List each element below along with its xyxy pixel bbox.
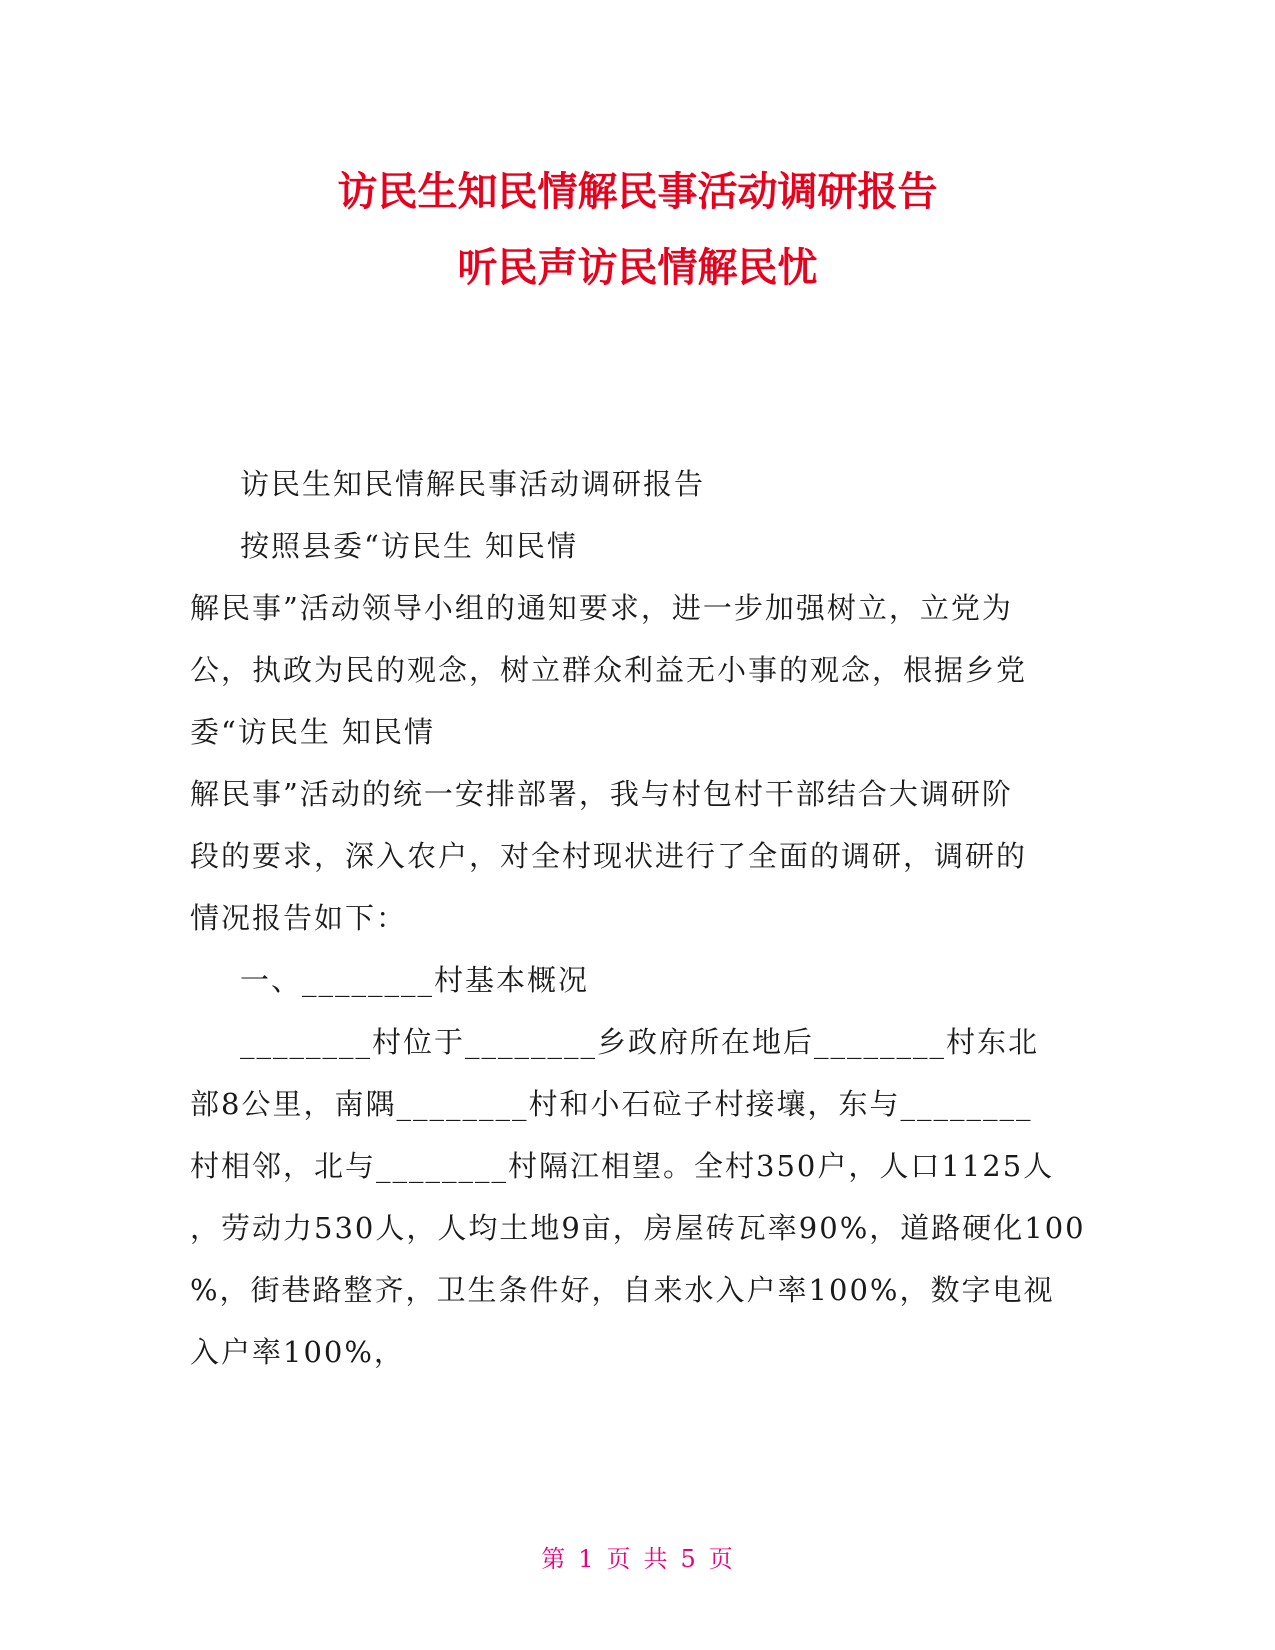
page-number	[0, 1547, 1275, 1571]
body-line-6: 解民事”活动的统一安排部署，我与村包村干部结合大调研阶	[190, 777, 1013, 811]
document-title: 访民生知民情解民事活动调研报告	[337, 169, 938, 215]
page-total-prefix: 共	[643, 1545, 669, 1573]
body-line-8: 情况报告如下：	[190, 901, 408, 935]
page-current: 1	[578, 1545, 595, 1573]
body-line-12: 村相邻，北与________村隔江相望。全村350户，人口1125人	[190, 1149, 1055, 1183]
page-suffix: 页	[708, 1545, 734, 1573]
body-line-7: 段的要求，深入农户，对全村现状进行了全面的调研，调研的	[190, 839, 1028, 873]
page-mid: 页	[606, 1545, 632, 1573]
body-line-3: 解民事”活动领导小组的通知要求，进一步加强树立，立党为	[190, 591, 1013, 625]
body-line-4: 公，执政为民的观念，树立群众利益无小事的观念，根据乡党	[190, 653, 1028, 687]
body-line-14: %，街巷路整齐，卫生条件好，自来水入户率100%，数字电视	[190, 1273, 1055, 1307]
body-line-10: ________村位于________乡政府所在地后________村东北	[240, 1025, 1040, 1059]
body-line-2: 按照县委“访民生 知民情	[240, 529, 579, 563]
body-line-13: ，劳动力530人，人均土地9亩，房屋砖瓦率90%，道路硬化100	[190, 1211, 1086, 1245]
body-line-5: 委“访民生 知民情	[190, 715, 436, 749]
document-subtitle: 听民声访民情解民忧	[457, 245, 818, 291]
page-prefix: 第	[541, 1545, 567, 1573]
body-line-15: 入户率100%，	[190, 1335, 405, 1369]
section-heading: 一、________村基本概况	[240, 963, 590, 997]
body-line-11: 部8公里，南隅________村和小石砬子村接壤，东与________	[190, 1087, 1033, 1121]
page-total: 5	[680, 1545, 697, 1573]
body-line-1: 访民生知民情解民事活动调研报告	[240, 467, 706, 501]
